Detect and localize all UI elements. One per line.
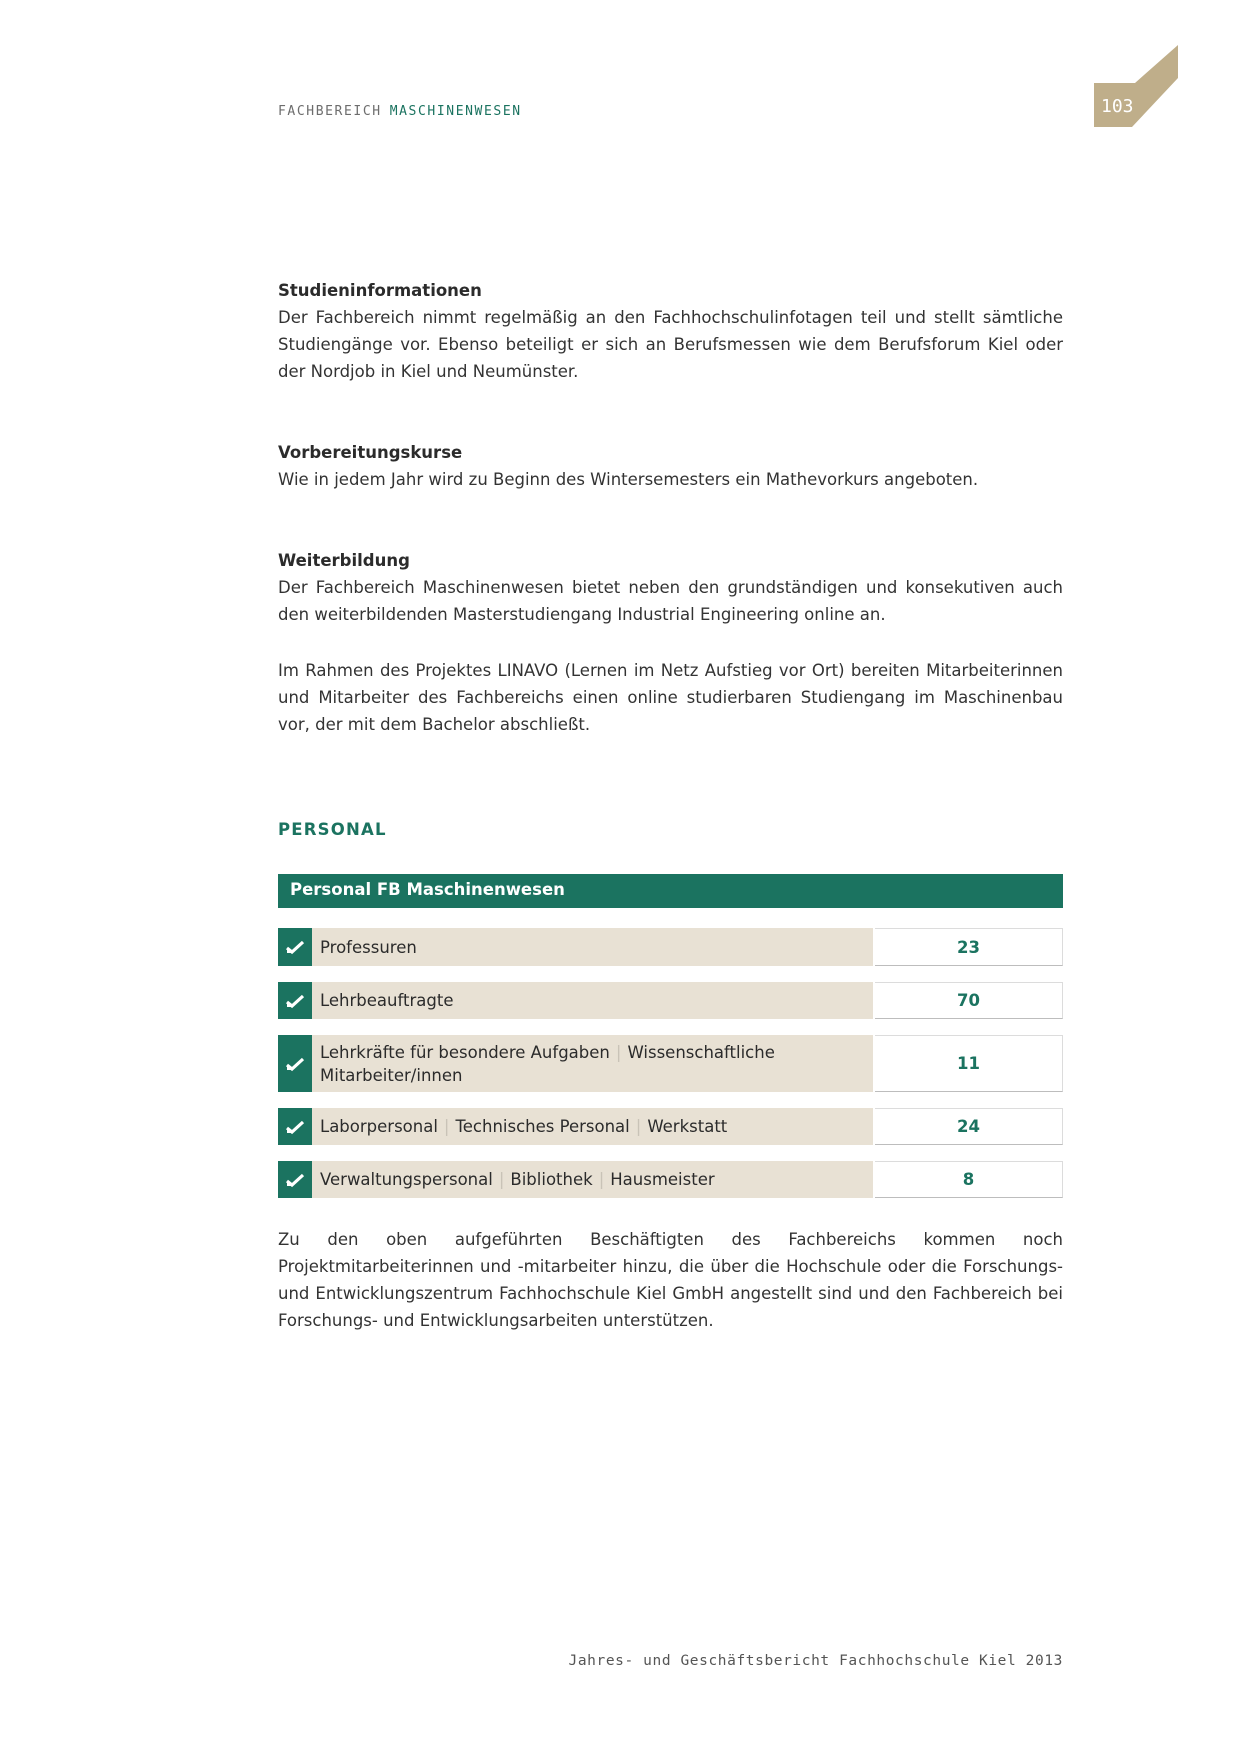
check-mark-icon [278,982,312,1019]
row-label-part: Laborpersonal [320,1117,438,1136]
row-label-part: Bibliothek [510,1170,593,1189]
row-label [312,1161,873,1198]
row-label-part: Lehrkräfte für besondere Aufgaben [320,1042,610,1062]
row-label-part: Wissenschaftliche Mitarbeiter/innen [320,1042,775,1085]
separator: | [635,1117,642,1136]
check-mark-icon [278,1108,312,1145]
row-label [312,1035,873,1092]
check-mark-icon [278,1035,312,1092]
table-title: Personal FB Maschinenwesen [278,874,1063,908]
section-text: Zu den oben aufgeführten Beschäftigten des Fachbereichs kommen noch Projektmitarbeiterinnen und -mitarbeiter hinzu, die über die Hochschule oder die Forschungs- und Entwicklungszentrum Fachhochschule Kiel GmbH angestellt sind und den Fachbereich bei Forschungs- und Entwicklungsarbeiten unterstützen. [278,1230,1063,1330]
table-row [278,1161,1063,1198]
running-head-department: MASCHINENWESEN [389,104,522,119]
running-head [278,104,522,119]
row-label-part: Lehrbeauftragte [320,991,454,1010]
table-row [278,1035,1063,1092]
running-head-prefix: FACHBEREICH [278,104,382,119]
row-value: 8 [875,1161,1063,1198]
separator: | [498,1170,505,1189]
section-studieninformationen [278,277,1063,385]
row-label-part: Verwaltungspersonal [320,1170,493,1189]
section-vorbereitungskurse [278,439,1063,493]
table-row [278,1108,1063,1145]
table-row [278,982,1063,1019]
row-label [312,1108,873,1145]
check-mark-icon [278,1161,312,1198]
row-label-part: Technisches Personal [455,1117,630,1136]
row-label [312,928,873,966]
row-label-part: Werkstatt [647,1117,728,1136]
row-label [312,982,873,1019]
separator: | [598,1170,605,1189]
page-number: 103 [1101,96,1134,117]
row-value: 70 [875,982,1063,1019]
footer-text: Jahres- und Geschäftsbericht Fachhochschule Kiel 2013 [568,1653,1063,1669]
section-title: Vorbereitungskurse [278,443,463,462]
section-note [278,1226,1063,1334]
section-text: Im Rahmen des Projektes LINAVO (Lernen im Netz Aufstieg vor Ort) bereiten Mitarbeiterinnen und Mitarbeiter des Fachbereichs einen online studierbaren Studiengang im Maschinenbau vor, der mit dem Bachelor abschließt. [278,661,1063,734]
section-text: Der Fachbereich Maschinenwesen bietet neben den grundständigen und konsekutiven auch den weiterbildenden Masterstudiengang Industrial Engineering online an. [278,578,1063,624]
section-text: Der Fachbereich nimmt regelmäßig an den Fachhochschulinfotagen teil und stellt sämtliche Studiengänge vor. Ebenso beteiligt er sich an Berufsmessen wie dem Berufsforum Kiel oder der Nordjob in Kiel und Neumünster. [278,308,1063,381]
row-value: 24 [875,1108,1063,1145]
row-label-text [320,1041,865,1087]
personal-heading: PERSONAL [278,820,387,839]
table-row [278,928,1063,966]
section-linavo [278,657,1063,738]
check-mark-icon [278,928,312,966]
separator: | [443,1117,450,1136]
row-value: 23 [875,928,1063,966]
section-title: Weiterbildung [278,551,410,570]
row-value: 11 [875,1035,1063,1092]
section-text: Wie in jedem Jahr wird zu Beginn des Wintersemesters ein Mathevorkurs angeboten. [278,470,979,489]
separator: | [615,1042,622,1062]
row-label-part: Professuren [320,937,417,957]
section-title: Studieninformationen [278,281,482,300]
section-weiterbildung [278,547,1063,628]
row-label-part: Hausmeister [610,1170,715,1189]
